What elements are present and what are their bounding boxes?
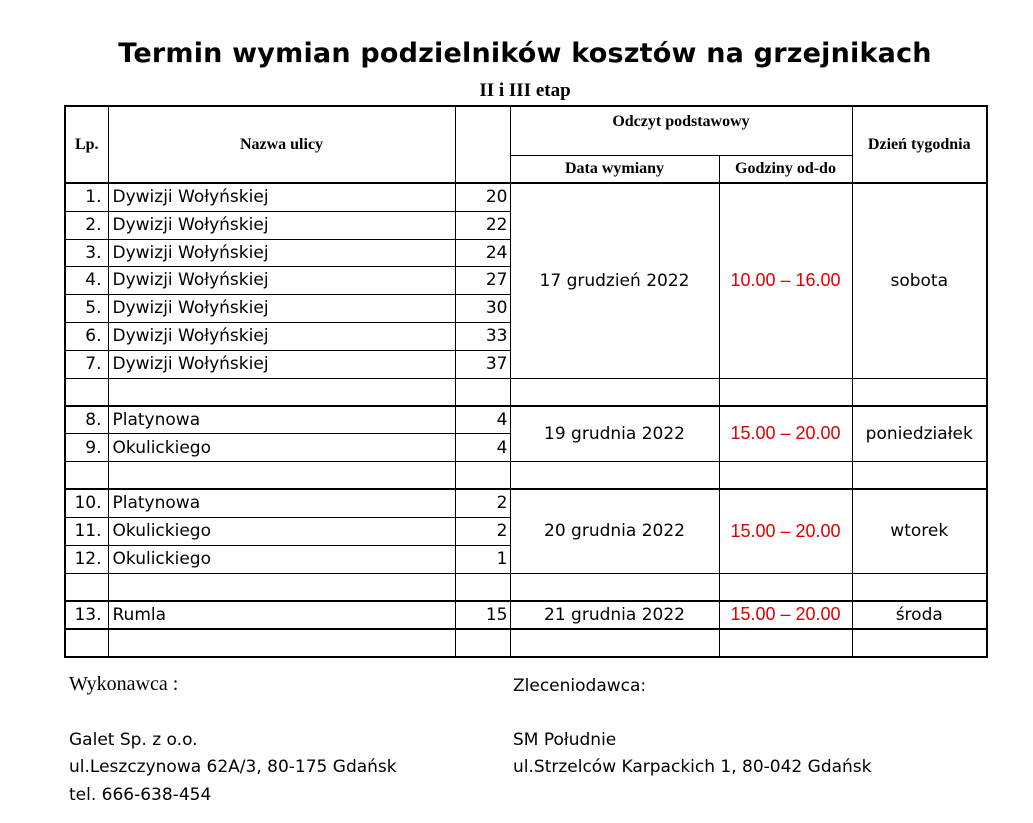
client-address: ul.Strzelców Karpackich 1, 80-042 Gdańsk — [513, 757, 872, 777]
row-street: Rumla — [108, 601, 455, 629]
contractor-address: ul.Leszczynowa 62A/3, 80-175 Gdańsk — [69, 757, 397, 777]
contractor-phone: tel. 666-638-454 — [69, 785, 212, 805]
group-date: 19 grudnia 2022 — [510, 406, 719, 462]
row-number: 4 — [455, 434, 510, 462]
row-number: 22 — [455, 211, 510, 239]
spacer-row — [65, 629, 987, 657]
row-number: 20 — [455, 183, 510, 211]
row-lp: 13. — [65, 601, 108, 629]
group-hours: 15.00 – 20.00 — [719, 601, 852, 629]
row-street: Dywizji Wołyńskiej — [108, 211, 455, 239]
group-weekday: wtorek — [852, 489, 987, 573]
table-row — [65, 601, 987, 629]
group-weekday: poniedziałek — [852, 406, 987, 462]
row-number: 4 — [455, 406, 510, 434]
row-street: Okulickiego — [108, 545, 455, 573]
header-street: Nazwa ulicy — [108, 106, 455, 183]
header-lp: Lp. — [65, 106, 108, 183]
row-number: 1 — [455, 545, 510, 573]
table-row — [65, 183, 987, 211]
group-weekday: sobota — [852, 183, 987, 378]
row-number: 33 — [455, 322, 510, 350]
table-row — [65, 406, 987, 434]
header-reading: Odczyt podstawowy — [510, 106, 852, 155]
row-lp: 11. — [65, 517, 108, 545]
row-number: 27 — [455, 266, 510, 294]
row-lp: 2. — [65, 211, 108, 239]
group-hours: 10.00 – 16.00 — [719, 183, 852, 378]
row-lp: 10. — [65, 489, 108, 517]
row-street: Platynowa — [108, 406, 455, 434]
table-row — [65, 489, 987, 517]
group-hours: 15.00 – 20.00 — [719, 489, 852, 573]
row-lp: 9. — [65, 434, 108, 462]
row-number: 30 — [455, 294, 510, 322]
header-date: Data wymiany — [510, 155, 719, 183]
row-lp: 6. — [65, 322, 108, 350]
schedule-table — [64, 105, 988, 658]
document-subtitle: II i III etap — [479, 80, 571, 101]
group-weekday: środa — [852, 601, 987, 629]
group-hours: 15.00 – 20.00 — [719, 406, 852, 462]
row-lp: 3. — [65, 239, 108, 266]
spacer-row — [65, 378, 987, 406]
row-lp: 12. — [65, 545, 108, 573]
group-date: 17 grudzień 2022 — [510, 183, 719, 378]
spacer-row — [65, 462, 987, 490]
row-street: Dywizji Wołyńskiej — [108, 266, 455, 294]
group-date: 21 grudnia 2022 — [510, 601, 719, 629]
spacer-row — [65, 573, 987, 601]
header-number — [455, 106, 510, 183]
row-street: Dywizji Wołyńskiej — [108, 294, 455, 322]
header-weekday: Dzień tygodnia — [852, 106, 987, 183]
row-number: 2 — [455, 517, 510, 545]
client-label: Zleceniodawca: — [513, 676, 647, 696]
header-row — [65, 106, 987, 155]
header-hours: Godziny od-do — [719, 155, 852, 183]
contractor-name: Galet Sp. z o.o. — [69, 730, 198, 750]
client-name: SM Południe — [513, 730, 617, 750]
row-street: Dywizji Wołyńskiej — [108, 350, 455, 378]
contractor-label: Wykonawca : — [69, 673, 179, 695]
row-number: 24 — [455, 239, 510, 266]
group-date: 20 grudnia 2022 — [510, 489, 719, 573]
row-street: Dywizji Wołyńskiej — [108, 183, 455, 211]
row-street: Dywizji Wołyńskiej — [108, 322, 455, 350]
row-street: Okulickiego — [108, 434, 455, 462]
row-number: 2 — [455, 489, 510, 517]
row-lp: 1. — [65, 183, 108, 211]
row-lp: 8. — [65, 406, 108, 434]
document-title: Termin wymian podzielników kosztów na grzejnikach — [118, 38, 932, 69]
row-street: Okulickiego — [108, 517, 455, 545]
row-number: 15 — [455, 601, 510, 629]
row-number: 37 — [455, 350, 510, 378]
row-lp: 7. — [65, 350, 108, 378]
row-street: Dywizji Wołyńskiej — [108, 239, 455, 266]
row-street: Platynowa — [108, 489, 455, 517]
row-lp: 5. — [65, 294, 108, 322]
row-lp: 4. — [65, 266, 108, 294]
